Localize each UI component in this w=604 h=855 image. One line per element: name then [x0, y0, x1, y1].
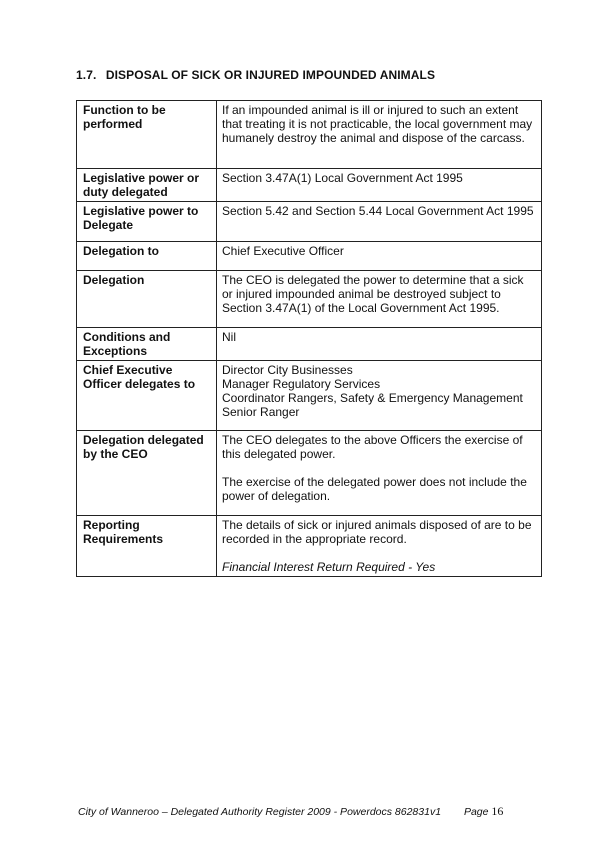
row-paragraph: The details of sick or injured animals disposed of are to be recorded in the appropriate record. [222, 518, 532, 546]
delegate-officer: Coordinator Rangers, Safety & Emergency Management [222, 391, 523, 405]
table-row [77, 202, 542, 242]
page-footer [78, 804, 503, 819]
row-paragraph: The CEO delegates to the above Officers the exercise of this delegated power. [222, 433, 523, 461]
section-title: DISPOSAL OF SICK OR INJURED IMPOUNDED ANIMALS [105, 68, 436, 82]
table-row [77, 431, 542, 516]
row-label: Legislative power or duty delegated [77, 169, 217, 202]
row-value: The CEO is delegated the power to determine that a sick or injured impounded animal be destroyed subject to Section 3.47A(1) of the Local Government Act 1995. [217, 271, 542, 328]
row-label: Conditions and Exceptions [77, 328, 217, 361]
row-value [217, 431, 542, 516]
row-label: Chief Executive Officer delegates to [77, 361, 217, 431]
footer-text: City of Wanneroo – Delegated Authority Register 2009 - Powerdocs 862831v1 [78, 806, 442, 818]
delegate-officer: Manager Regulatory Services [222, 377, 381, 391]
row-label: Delegation delegated by the CEO [77, 431, 217, 516]
row-paragraph: The exercise of the delegated power does not include the power of delegation. [222, 475, 527, 503]
delegate-officer: Senior Ranger [222, 405, 300, 419]
section-number: 1.7. [76, 68, 97, 82]
row-value: If an impounded animal is ill or injured to such an extent that treating it is not practicable, the local government may humanely destroy the animal and dispose of the carcass. [217, 101, 542, 169]
table-row [77, 242, 542, 271]
row-label: Legislative power to Delegate [77, 202, 217, 242]
row-value [217, 516, 542, 577]
delegate-officer: Director City Businesses [222, 363, 353, 377]
table-row [77, 516, 542, 577]
row-value: Chief Executive Officer [217, 242, 542, 271]
row-label: Function to be performed [77, 101, 217, 169]
page-label: Page [463, 806, 489, 818]
financial-interest-note: Financial Interest Return Required - Yes [222, 560, 436, 574]
row-value: Nil [217, 328, 542, 361]
row-label: Delegation [77, 271, 217, 328]
table-row [77, 169, 542, 202]
table-row [77, 328, 542, 361]
table-row [77, 271, 542, 328]
table-row [77, 361, 542, 431]
row-label: Reporting Requirements [77, 516, 217, 577]
row-label: Delegation to [77, 242, 217, 271]
row-value [217, 361, 542, 431]
page-number: 16 [491, 804, 504, 818]
section-heading [76, 68, 435, 82]
table-row [77, 101, 542, 169]
row-value: Section 5.42 and Section 5.44 Local Government Act 1995 [217, 202, 542, 242]
delegation-table [76, 100, 542, 577]
row-value: Section 3.47A(1) Local Government Act 1995 [217, 169, 542, 202]
